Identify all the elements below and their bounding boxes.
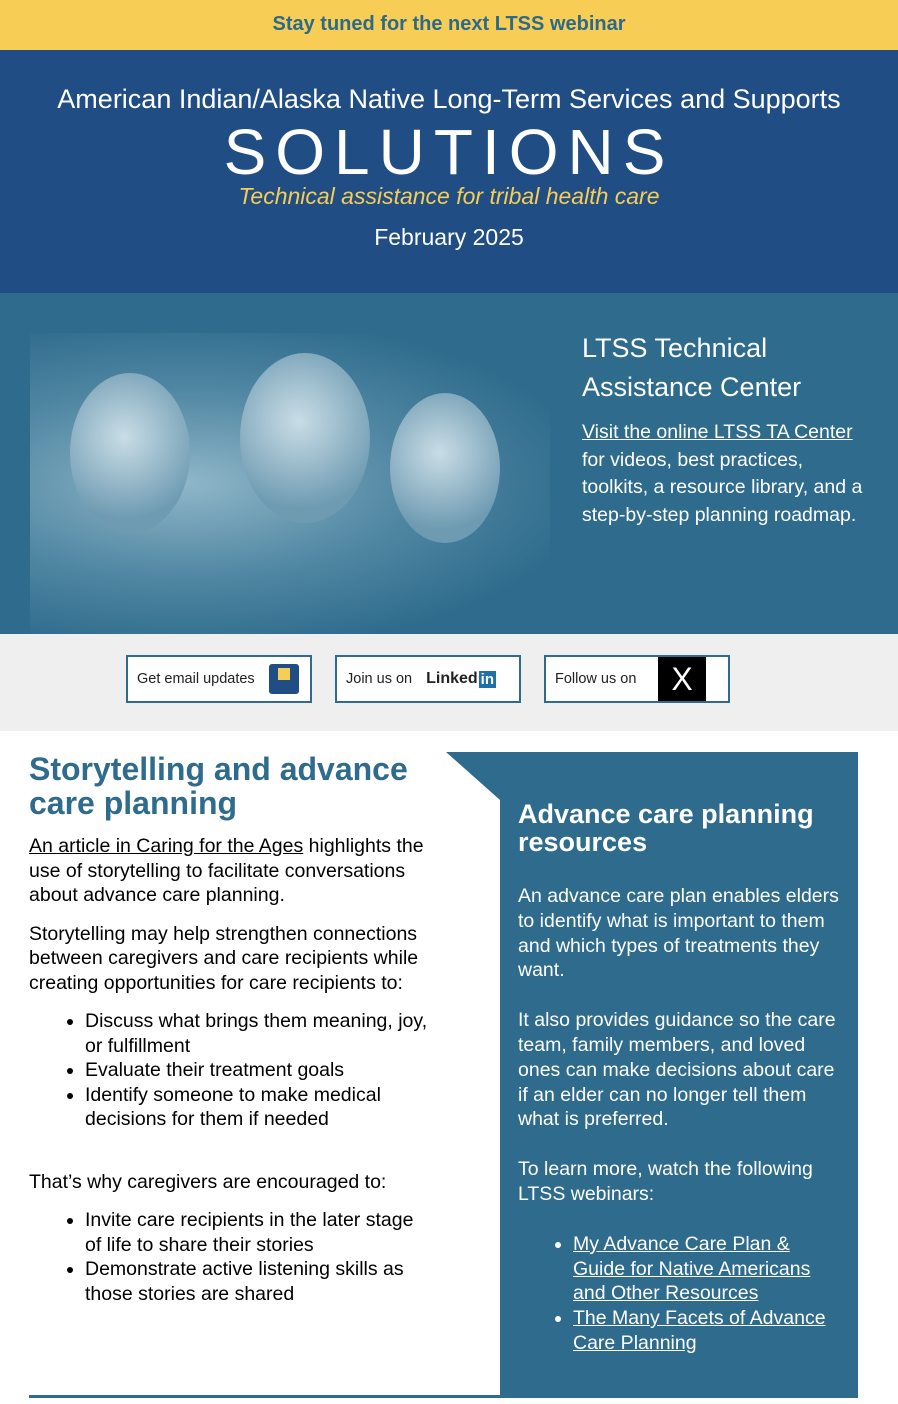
linkedin-label: Join us on [346,671,413,687]
hero-text: Visit the online LTSS TA Center for videos, best practices, toolkits, a resource library, and a step-by-step planning roadmap. [582,421,863,526]
article-paragraph: That’s why caregivers are encouraged to: [29,1170,387,1193]
email-updates-button[interactable] [126,655,312,703]
linkedin-in-icon: in [480,670,495,688]
article-link[interactable]: An article in Caring for the Ages [29,835,304,857]
x-logo-icon: X [658,657,706,701]
webinar-link[interactable]: My Advance Care Plan & Guide for Native Americans and Other Resources [573,1232,811,1305]
benefits-list [29,1009,429,1132]
hero-heading: LTSS Technical Assistance Center [582,333,802,402]
hero [0,293,898,634]
panel-paragraph: It also provides guidance so the care team, family members, and loved ones can make decisions about care if an elder can no longer tell them what is preferred. [518,1009,836,1131]
webinar-banner[interactable]: Stay tuned for the next LTSS webinar [0,0,898,50]
list-item: • Discuss what brings them meaning, joy, or fulfillment [85,1009,429,1058]
linkedin-logo: Linked [426,670,478,687]
panel-paragraph: To learn more, watch the following LTSS webinars: [518,1158,813,1205]
encouraged-list [29,1208,429,1306]
webinar-links [518,1232,840,1356]
article-title: Storytelling and advance care planning [29,751,408,821]
resources-panel [500,752,858,1398]
list-item: • Invite care recipients in the later stage of life to share their stories [85,1208,429,1257]
article-intro: An article in Caring for the Ages highlights the use of storytelling to facilitate conversations about advance care planning. [29,835,424,906]
header-subtitle: American Indian/Alaska Native Long-Term Services and Supports [57,84,841,114]
article [29,752,429,1320]
article-paragraph: Storytelling may help strengthen connections between caregivers and care recipients while creating opportunities for care recipients to: [29,922,419,994]
x-label: Follow us on [555,671,637,687]
linkedin-button[interactable] [335,655,521,703]
list-item: • Demonstrate active listening skills as those stories are shared [85,1257,429,1306]
list-item: • Evaluate their treatment goals [85,1058,429,1083]
panel-paragraph: An advance care plan enables elders to identify what is important to them and which types of treatments they want. [518,885,839,982]
email-label: Get email updates [137,671,255,687]
x-button[interactable] [544,655,730,703]
social-bar [0,634,898,731]
issue-date: February 2025 [374,224,524,250]
panel-fold [446,752,500,800]
ta-center-link[interactable]: Visit the online LTSS TA Center [582,421,853,443]
elders-photo [30,333,550,634]
header [0,50,898,293]
webinar-link[interactable]: The Many Facets of Advance Care Planning [573,1307,826,1354]
header-tagline: Technical assistance for tribal health care [238,183,660,209]
panel-title: Advance care planning resources [518,799,814,857]
list-item: • Identify someone to make medical decisions for them if needed [85,1083,429,1132]
header-title: SOLUTIONS [223,116,675,188]
divider [29,1395,501,1398]
envelope-icon [269,664,299,694]
